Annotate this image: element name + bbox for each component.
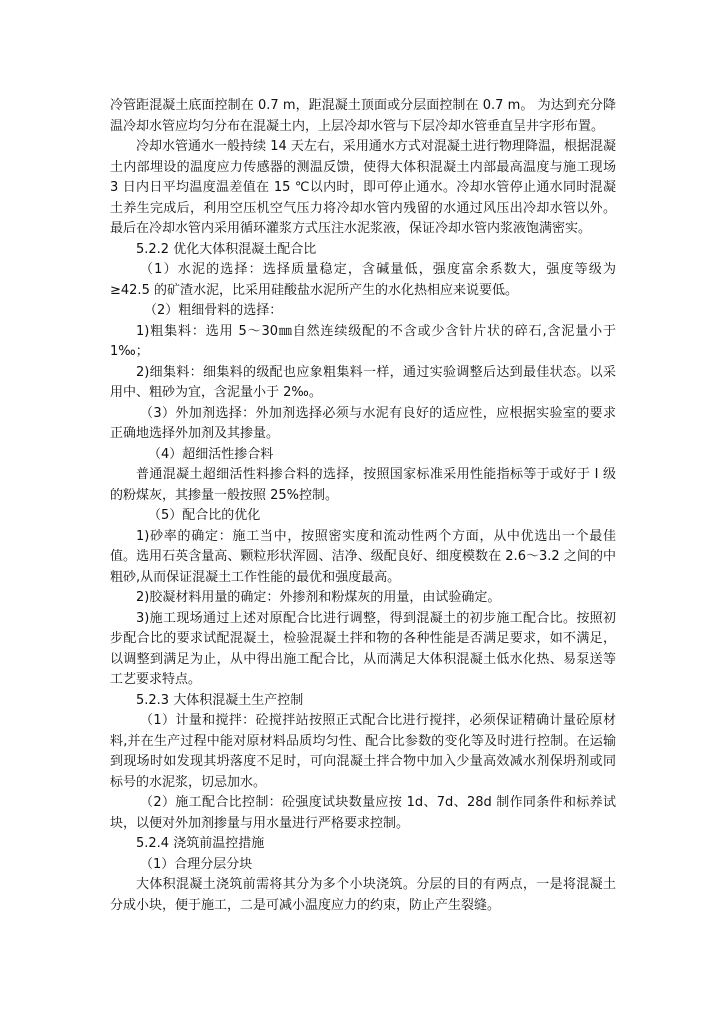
paragraph-binder-amount: 2)胶凝材料用量的确定：外掺剂和粉煤灰的用量，由试验确定。 (136, 590, 501, 605)
paragraph-aggregate-selection-heading: （2）粗细骨料的选择： (144, 303, 283, 318)
paragraph-layering-purpose: 大体积混凝土浇筑前需将其分为多个小块浇筑。分层的目的有两点，一是将混凝土分成小块，便于施工，二是可减小温度应力的约束，防止产生裂缝。 (110, 877, 616, 913)
paragraph-ultrafine-admixture-heading: （4）超细活性掺合料 (148, 446, 274, 462)
section-heading-5-2-3: 5.2.3 大体积混凝土生产控制 (136, 692, 304, 708)
paragraph-cooling-water-duration: 冷却水管通水一般持续 14 天左右，采用通水方式对混凝土进行物理降温，根据混凝土内部埋设的温度应力传感器的测温反馈，使得大体积混凝土内部最高温度与施工现场 3 日内日平均温度温差值在 15 ℃以内时，即可停止通水。冷却水管停止通水同时混凝土养生完成后，利用空压机空气压力将冷却水管内残留的水通过风压出冷却水管以外。最后在冷却水管内采用循环灌浆方式压注水泥浆液，保证冷却水管内浆液饱满密实。 (110, 139, 616, 236)
paragraph-cooling-pipe-layout: 冷管距混凝土底面控制在 0.7 m，距混凝土顶面或分层面控制在 0.7 m。 为达到充分降温冷却水管应均匀分布在混凝土内，上层冷却水管与下层冷却水管垂直呈井字形布置。 (110, 98, 616, 134)
paragraph-mix-control: （2）施工配合比控制：砼强度试块数量应按 1d、7d、28d 制作同条件和标养试块，以便对外加剂掺量与用水量进行严格要求控制。 (110, 795, 616, 831)
paragraph-admixture-selection: （3）外加剂选择：外加剂选择必须与水泥有良好的适应性，应根据实验室的要求正确地选择外加剂及其掺量。 (110, 405, 616, 441)
section-heading-5-2-2: 5.2.2 优化大体积混凝土配合比 (136, 241, 317, 257)
paragraph-site-mix-adjustment: 3)施工现场通过上述对原配合比进行调整，得到混凝土的初步施工配合比。按照初步配合比的要求试配混凝土，检验混凝土拌和物的各种性能是否满足要求，如不满足，以调整到满足为止，从中得出施工配合比，从而满足大体积混凝土低水化热、易泵送等工艺要求特点。 (110, 610, 616, 687)
paragraph-fine-aggregate: 2)细集料：细集料的级配也应象粗集料一样，通过实验调整后达到最佳状态。以采用中、粗砂为宜，含泥量小于 2‰。 (110, 364, 616, 400)
paragraph-sand-ratio: 1)砂率的确定：施工当中，按照密实度和流动性两个方面，从中优选出一个最佳值。选用石英含量高、颗粒形状浑圆、洁净、级配良好、细度模数在 2.6～3.2 之间的中粗砂,从而保证混凝土工作性能的最优和强度最高。 (110, 528, 616, 585)
paragraph-fly-ash: 普通混凝土超细活性料掺合料的选择，按照国家标准采用性能指标等于或好于 I 级的粉煤灰，其掺量一般按照 25%控制。 (110, 467, 616, 503)
section-heading-5-2-4: 5.2.4 浇筑前温控措施 (136, 836, 265, 851)
paragraph-mix-optimization-heading: （5）配合比的优化 (148, 508, 261, 523)
paragraph-cement-selection: （1）水泥的选择：选择质量稳定，含碱量低，强度富余系数大，强度等级为≥42.5 的矿渣水泥，比采用硅酸盐水泥所产生的水化热相应来说要低。 (110, 262, 616, 298)
document-page (110, 96, 616, 916)
paragraph-layering-heading: （1）合理分层分块 (140, 856, 253, 872)
paragraph-metering-mixing: （1）计量和搅拌：砼搅拌站按照正式配合比进行搅拌，必须保证精确计量砼原材料,并在生产过程中能对原材料品质均匀性、配合比参数的变化等及时进行控制。在运输到现场时如发现其坍落度不足时，可向混凝土拌合物中加入少量高效减水剂保坍剂或同标号的水泥浆，切忌加水。 (110, 713, 616, 790)
paragraph-coarse-aggregate: 1)粗集料：选用 5～30㎜自然连续级配的不含或少含针片状的碎石,含泥量小于 1‰； (110, 323, 616, 359)
